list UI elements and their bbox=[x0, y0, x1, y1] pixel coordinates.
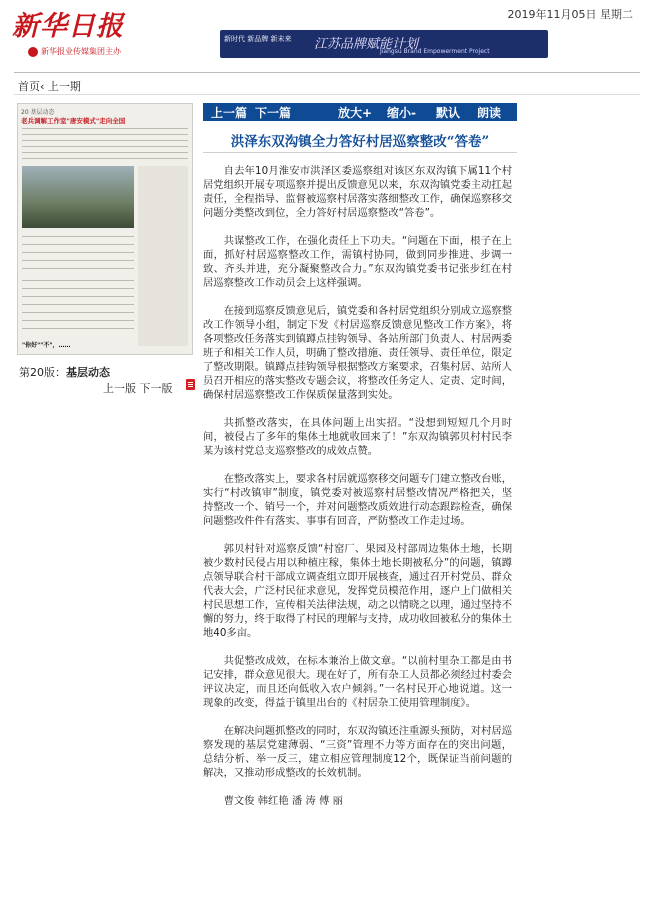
next-page-link[interactable]: 下一版 bbox=[139, 382, 173, 395]
issue-date: 2019年11月05日 星期二 bbox=[507, 8, 633, 21]
thumbnail-text-line bbox=[22, 296, 134, 297]
thumbnail-text-line bbox=[22, 304, 134, 305]
newspaper-logo[interactable] bbox=[12, 4, 142, 42]
article-paragraph: 共促整改成效，在标本兼治上做文章。“以前村里杂工都是由书记安排，群众意见很大。现在好了，所有杂工人员都必须经过村委会评议决定，而且还向低收入农户倾斜。”一名村民开心地说道。这一现象的改变，得益于镇里出台的《村居杂工使用管理制度》。 bbox=[203, 655, 512, 709]
article-paragraph: 自去年10月淮安市洪泽区委巡察组对该区东双沟镇下属11个村居党组织开展专项巡察并提出反馈意见以来，东双沟镇党委主动扛起责任，全程指导、监督被巡察村居落实落细整改工作，确保巡察移交问题分类整改到位，全力答好村居巡察整改“答卷”。 bbox=[203, 165, 512, 219]
thumbnail-text-line bbox=[22, 260, 134, 261]
thumbnail-text-line bbox=[22, 244, 134, 245]
thumbnail-photo bbox=[22, 166, 134, 228]
page-number: 第20版： bbox=[19, 366, 66, 379]
thumbnail-text-line bbox=[22, 320, 134, 321]
page-thumbnail[interactable] bbox=[17, 103, 193, 355]
brand-banner[interactable] bbox=[220, 30, 548, 58]
pdf-icon[interactable] bbox=[186, 379, 195, 390]
thumbnail-text-line bbox=[22, 158, 188, 159]
breadcrumb bbox=[18, 78, 81, 94]
header-divider bbox=[14, 72, 640, 73]
thumbnail-text-line bbox=[22, 134, 188, 135]
thumbnail-text-line bbox=[22, 288, 134, 289]
article-paragraph: 共抓整改落实，在具体问题上出实招。“没想到短短几个月时间，被侵占了多年的集体土地就收回来了！”东双沟镇郭贝村村民李某为该村党总支巡察整改的成效点赞。 bbox=[203, 417, 512, 457]
article-toolbar bbox=[203, 103, 517, 121]
thumbnail-text-line bbox=[22, 280, 134, 281]
article-body bbox=[203, 164, 512, 808]
prev-page-link[interactable]: 上一版 bbox=[103, 382, 136, 395]
nav-divider bbox=[14, 94, 640, 95]
thumbnail-text-line bbox=[22, 128, 188, 129]
thumbnail-text-line bbox=[22, 252, 134, 253]
article-paragraph: 在解决问题抓整改的同时，东双沟镇还注重源头预防，对村居巡察发现的基层党建薄弱、“三资”管理不力等方面存在的突出问题，总结分析、举一反三，建立相应管理制度12个，既保证当前问题的解决，又推动形成整改的长效机制。 bbox=[203, 725, 512, 779]
thumbnail-text-line bbox=[22, 236, 134, 237]
article-paragraph: 郭贝村针对巡察反馈“村窑厂、果园及村部周边集体土地，长期被少数村民侵占用以种植庄稼，集体土地长期被私分”的问题，镇蹲点领导联合村干部成立调查组立即开展核查，通过召开村党员、群众代表大会，广泛村民征求意见，发挥党员模范作用，逐户上门做相关村民思想工作，宣传相关法律法规，动之以情晓之以理，通过坚持不懈的努力，终于取得了村民的理解与支持，成功收回被私分的集体土地40多亩。 bbox=[203, 543, 512, 639]
publisher-text: 新华报业传媒集团主办 bbox=[41, 47, 121, 56]
article-byline: 曹文俊 韩红艳 潘 涛 傅 丽 bbox=[223, 795, 343, 807]
banner-title: 江苏品牌赋能计划 bbox=[314, 37, 419, 52]
logo-text: 新华日报 bbox=[12, 11, 124, 42]
next-article-button[interactable]: 下一篇 bbox=[255, 106, 292, 120]
home-link[interactable]: 首页 bbox=[18, 80, 40, 93]
page-section-link[interactable]: 基层动态 bbox=[66, 366, 110, 379]
thumbnail-caption: "你好""不"，…… bbox=[22, 342, 71, 349]
thumbnail-text-line bbox=[22, 328, 134, 329]
publisher-line bbox=[28, 46, 121, 57]
thumbnail-text-line bbox=[22, 268, 134, 269]
default-font-button[interactable]: 默认 bbox=[436, 106, 461, 120]
article-paragraph: 共谋整改工作，在强化责任上下功夫。“问题在下面，根子在上面，抓好村居巡察整改工作，需镇村协同，做到同步推进、步调一致、齐头并进，充分凝聚整改合力。”东双沟镇党委书记张步红在村居巡察整改工作动员会上这样强调。 bbox=[203, 235, 512, 289]
shrink-font-button[interactable]: 缩小- bbox=[387, 106, 416, 120]
prev-issue-link[interactable]: 上一期 bbox=[47, 80, 81, 93]
prev-article-button[interactable]: 上一篇 bbox=[211, 106, 248, 120]
thumbnail-side-column bbox=[138, 166, 188, 346]
read-aloud-button[interactable]: 朗读 bbox=[477, 106, 502, 120]
page-pager bbox=[103, 380, 173, 396]
page-label bbox=[19, 364, 110, 380]
title-divider bbox=[203, 152, 517, 153]
publisher-mark-icon bbox=[28, 47, 38, 57]
thumbnail-page-header: 20 基层动态 bbox=[21, 109, 55, 116]
masthead bbox=[0, 0, 651, 72]
thumbnail-text-line bbox=[22, 312, 134, 313]
banner-slogan: 新时代 新品牌 新未来 bbox=[224, 35, 292, 43]
enlarge-font-button[interactable]: 放大+ bbox=[338, 106, 373, 120]
thumbnail-text-line bbox=[22, 140, 188, 141]
article-paragraph: 在整改落实上，要求各村居就巡察移交问题专门建立整改台账，实行“村改镇审”制度，镇党委对被巡察村居整改情况严格把关，坚持整改一个、销号一个，并对问题整改质效进行动态跟踪检查，确保问题整改件件有落实、事事有回音，严防整改工作走过场。 bbox=[203, 473, 512, 527]
breadcrumb-separator: ‹ bbox=[40, 80, 45, 93]
thumbnail-headline: 老兵调解工作室"唐安模式"走向全国 bbox=[21, 117, 126, 125]
article-paragraph: 在接到巡察反馈意见后，镇党委和各村居党组织分别成立巡察整改工作领导小组，制定下发《村居巡察反馈意见整改工作方案》，将各项整改任务落实到镇蹲点挂钩领导、各站所部门负责人、村居两委班子和相关工作人员，明确了整改措施、责任领导、责任单位，限定了整改期限。镇蹲点挂钩领导根据整改方案要求，召集村居、站所人员召开相应的落实整改专题会议，将整改任务定人、定责、定时间，确保村居巡察整改工作保质保量落到实处。 bbox=[203, 305, 512, 401]
thumbnail-text-line bbox=[22, 146, 188, 147]
thumbnail-text-line bbox=[22, 152, 188, 153]
banner-english: Jiangsu Brand Empowerment Project bbox=[380, 48, 490, 55]
article-title: 洪泽东双沟镇全力答好村居巡察整改“答卷” bbox=[230, 134, 490, 150]
